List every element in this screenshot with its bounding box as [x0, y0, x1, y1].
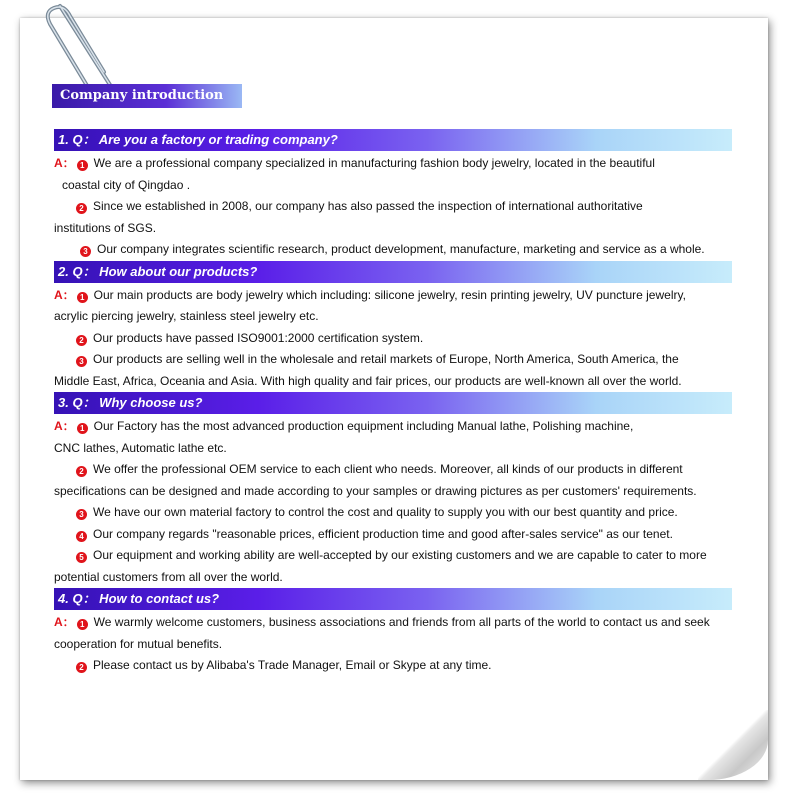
number-badge: 2 — [76, 335, 87, 346]
answer-prefix: A： — [54, 156, 75, 170]
number-badge: 3 — [76, 509, 87, 520]
answer-line — [54, 218, 732, 240]
number-badge: 1 — [77, 619, 88, 630]
answer-line — [54, 481, 732, 503]
answer-line — [54, 459, 732, 481]
number-badge: 1 — [77, 160, 88, 171]
answer-text: Since we established in 2008, our company has also passed the inspection of international authoritative — [93, 199, 643, 213]
answer-line — [54, 153, 732, 175]
answer-text: Our company integrates scientific research, product development, manufacture, marketing and service as a whole. — [97, 242, 705, 256]
answer-line — [54, 349, 732, 371]
answer-text: Our company regards "reasonable prices, efficient production time and good after-sales service" as our tenet. — [93, 526, 673, 541]
answer-text: specifications can be designed and made according to your samples or drawing pictures as per customers' requirements. — [54, 483, 697, 498]
answer-text: potential customers from all over the world. — [54, 569, 283, 584]
answer-line — [54, 416, 732, 438]
answer-text: CNC lathes, Automatic lathe etc. — [54, 440, 227, 455]
answer-line — [54, 524, 732, 546]
answer-text: Our products have passed ISO9001:2000 certification system. — [93, 330, 424, 345]
page-title: Company introduction — [52, 84, 242, 108]
answer-line — [54, 371, 732, 393]
number-badge: 5 — [76, 552, 87, 563]
faq-content — [54, 129, 732, 677]
answer-text: Please contact us by Alibaba's Trade Manager, Email or Skype at any time. — [93, 658, 492, 672]
answer-line — [54, 502, 732, 524]
number-badge: 1 — [77, 423, 88, 434]
answer-line — [54, 239, 732, 261]
answer-line — [54, 328, 732, 350]
number-badge: 1 — [77, 292, 88, 303]
answer-line — [54, 306, 732, 328]
answer-prefix: A： — [54, 419, 75, 433]
answer-prefix: A： — [54, 287, 75, 302]
answer-text: We warmly welcome customers, business associations and friends from all parts of the world to contact us and seek — [93, 615, 710, 629]
answer-line — [54, 567, 732, 589]
number-badge: 2 — [76, 662, 87, 673]
answer-line — [54, 175, 732, 197]
answer-line — [54, 612, 732, 634]
number-badge: 4 — [76, 531, 87, 542]
answer-text: We have our own material factory to control the cost and quality to supply you with our best quantity and price. — [93, 505, 678, 519]
number-badge: 3 — [76, 356, 87, 367]
answer-line — [54, 655, 732, 677]
question-bar-1: 1. Q： Are you a factory or trading company? — [54, 129, 732, 151]
question-bar-4: 4. Q： How to contact us? — [54, 588, 732, 610]
answer-text: institutions of SGS. — [54, 220, 157, 235]
answer-line — [54, 545, 732, 567]
answer-text: Our products are selling well in the wholesale and retail markets of Europe, North America, South America, the — [93, 352, 679, 366]
answer-prefix: A： — [54, 615, 75, 629]
answer-text: Our equipment and working ability are well-accepted by our existing customers and we are capable to cater to more — [93, 548, 707, 562]
question-bar-2: 2. Q： How about our products? — [54, 261, 732, 283]
answer-text: We offer the professional OEM service to each client who needs. Moreover, all kinds of our products in different — [93, 462, 683, 476]
number-badge: 2 — [76, 466, 87, 477]
answer-text: cooperation for mutual benefits. — [54, 636, 223, 651]
number-badge: 3 — [80, 246, 91, 257]
answer-text: We are a professional company specialized in manufacturing fashion body jewelry, located in the beautiful — [93, 156, 655, 170]
question-bar-3: 3. Q： Why choose us? — [54, 392, 732, 414]
answer-line — [54, 438, 732, 460]
answer-text: coastal city of Qingdao . — [62, 177, 191, 192]
answer-line — [54, 285, 732, 307]
answer-line — [54, 634, 732, 656]
answer-text: Our Factory has the most advanced production equipment including Manual lathe, Polishing machine, — [93, 419, 634, 433]
answer-text: Our main products are body jewelry which including: silicone jewelry, resin printing jewelry, UV puncture jewelry, — [93, 287, 686, 302]
answer-line — [54, 196, 732, 218]
number-badge: 2 — [76, 203, 87, 214]
answer-text: acrylic piercing jewelry, stainless steel jewelry etc. — [54, 309, 319, 323]
answer-text: Middle East, Africa, Oceania and Asia. With high quality and fair prices, our products are well-known all over the world. — [54, 373, 682, 388]
